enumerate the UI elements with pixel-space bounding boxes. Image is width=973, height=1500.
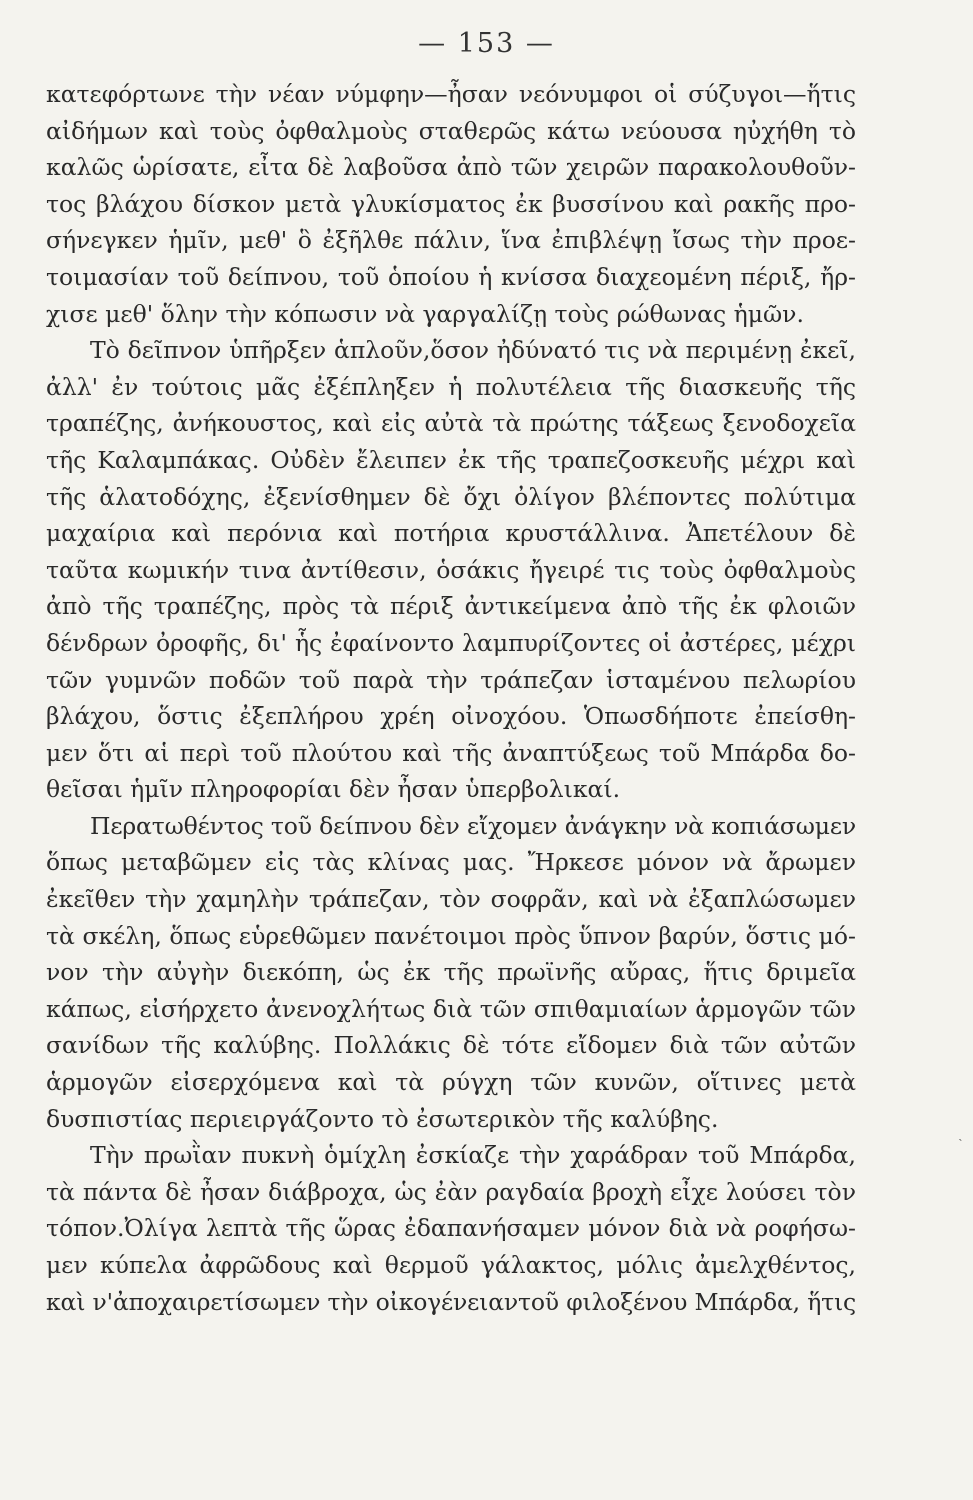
text-line: ἀλλ' ἐν τούτοις μᾶς ἐξέπληξεν ἡ πολυτέλεια τῆς διασκευῆς τῆς	[46, 372, 856, 401]
text-line: βλάχου, ὅστις ἐξεπλήρου χρέη οἰνοχόου. Ὁπωσδήποτε ἐπείσθη-	[46, 702, 856, 731]
text-line: ταῦτα κωμικήν τινα ἀντίθεσιν, ὁσάκις ἤγειρέ τις τοὺς ὀφθαλμοὺς	[46, 555, 856, 584]
text-line: τῆς ἁλατοδόχης, ἐξενίσθημεν δὲ ὄχι ὀλίγον βλέποντες πολύτιμα	[46, 482, 856, 511]
text-line: θεῖσαι ἡμῖν πληροφορίαι δὲν ἦσαν ὑπερβολικαί.	[46, 775, 621, 804]
text-line: ἁρμογῶν εἰσερχόμενα καὶ τὰ ρύγχη τῶν κυνῶν, οἵτινες μετὰ	[46, 1068, 856, 1097]
text-line: τῆς Καλαμπάκας. Οὐδὲν ἔλειπεν ἐκ τῆς τραπεζοσκευῆς μέχρι καὶ	[46, 445, 856, 474]
scan-mark: ˴	[958, 1131, 963, 1147]
text-line: Τὴν πρωῒαν πυκνὴ ὁμίχλη ἐσκίαζε τὴν χαράδραν τοῦ Μπάρδα,	[90, 1141, 856, 1170]
body-text	[46, 76, 856, 1320]
text-line: Τὸ δεῖπνον ὑπῆρξεν ἁπλοῦν,ὅσον ἠδύνατό τις νὰ περιμένῃ ἐκεῖ,	[90, 336, 856, 365]
text-line: σανίδων τῆς καλύβης. Πολλάκις δὲ τότε εἴδομεν διὰ τῶν αὐτῶν	[46, 1031, 856, 1060]
text-line: κάπως, εἰσήρχετο ἀνενοχλήτως διὰ τῶν σπιθαμιαίων ἁρμογῶν τῶν	[46, 994, 856, 1023]
text-line: ἀπὸ τῆς τραπέζης, πρὸς τὰ πέριξ ἀντικείμενα ἀπὸ τῆς ἐκ φλοιῶν	[46, 592, 856, 621]
text-line: ὅπως μεταβῶμεν εἰς τὰς κλίνας μας. Ἤρκεσε μόνον νὰ ἄρωμεν	[46, 848, 856, 877]
text-line: μεν κύπελα ἀφρῶδους καὶ θερμοῦ γάλακτος, μόλις ἀμελχθέντος,	[46, 1251, 856, 1279]
text-line: δένδρων ὀροφῆς, δι' ἧς ἐφαίνοντο λαμπυρίζοντες οἱ ἀστέρες, μέχρι	[46, 628, 856, 657]
text-line: τὰ σκέλη, ὅπως εὑρεθῶμεν πανέτοιμοι πρὸς ὕπνον βαρύν, ὅστις μό-	[46, 921, 856, 950]
text-line: τῶν γυμνῶν ποδῶν τοῦ παρὰ τὴν τράπεζαν ἱσταμένου πελωρίου	[46, 665, 856, 694]
text-line: καὶ ν'ἀποχαιρετίσωμεν τὴν οἰκογένειαντοῦ φιλοξένου Μπάρδα, ἥτις	[46, 1287, 856, 1316]
text-line: τὰ πάντα δὲ ἦσαν διάβροχα, ὡς ἐὰν ραγδαία βροχὴ εἶχε λούσει τὸν	[46, 1177, 856, 1206]
text-line: μεν ὅτι αἱ περὶ τοῦ πλούτου καὶ τῆς ἀναπτύξεως τοῦ Μπάρδα δο-	[46, 738, 856, 767]
text-line: μαχαίρια καὶ περόνια καὶ ποτήρια κρυστάλλινα. Ἀπετέλουν δὲ	[46, 519, 856, 548]
text-line: τόπον.Ὀλίγα λεπτὰ τῆς ὥρας ἐδαπανήσαμεν μόνον διὰ νὰ ροφήσω-	[46, 1214, 856, 1243]
page-number: — 153 —	[418, 28, 555, 59]
text-line: αἰδήμων καὶ τοὺς ὀφθαλμοὺς σταθερῶς κάτω νεύουσα ηὐχήθη τὸ	[46, 116, 856, 145]
text-line: καλῶς ὡρίσατε, εἶτα δὲ λαβοῦσα ἀπὸ τῶν χειρῶν παρακολουθοῦν-	[46, 153, 856, 182]
text-line: χισε μεθ' ὅλην τὴν κόπωσιν νὰ γαργαλίζῃ τοὺς ρώθωνας ἡμῶν.	[46, 299, 804, 328]
text-line: Περατωθέντος τοῦ δείπνου δὲν εἴχομεν ἀνάγκην νὰ κοπιάσωμεν	[90, 811, 856, 840]
text-line: τος βλάχου δίσκον μετὰ γλυκίσματος ἐκ βυσσίνου καὶ ρακῆς προ-	[46, 189, 856, 218]
text-line: ἐκεῖθεν τὴν χαμηλὴν τράπεζαν, τὸν σοφρᾶν, καὶ νὰ ἐξαπλώσωμεν	[46, 885, 856, 914]
text-line: τοιμασίαν τοῦ δείπνου, τοῦ ὁποίου ἡ κνίσσα διαχεομένη πέριξ, ἤρ-	[46, 262, 856, 291]
text-line: νον τὴν αὐγὴν διεκόπη, ὡς ἐκ τῆς πρωϊνῆς αὔρας, ἥτις δριμεῖα	[46, 958, 856, 987]
text-line: κατεφόρτωνε τὴν νέαν νύμφην—ἦσαν νεόνυμφοι οἱ σύζυγοι—ἥτις	[46, 80, 856, 108]
text-line: σήνεγκεν ἡμῖν, μεθ' ὃ ἐξῆλθε πάλιν, ἵνα ἐπιβλέψῃ ἴσως τὴν προε-	[46, 226, 856, 255]
text-line: δυσπιστίας περιειργάζοντο τὸ ἐσωτερικὸν τῆς καλύβης.	[46, 1104, 719, 1133]
text-line: τραπέζης, ἀνήκουστος, καὶ εἰς αὐτὰ τὰ πρώτης τάξεως ξενοδοχεῖα	[46, 409, 856, 438]
